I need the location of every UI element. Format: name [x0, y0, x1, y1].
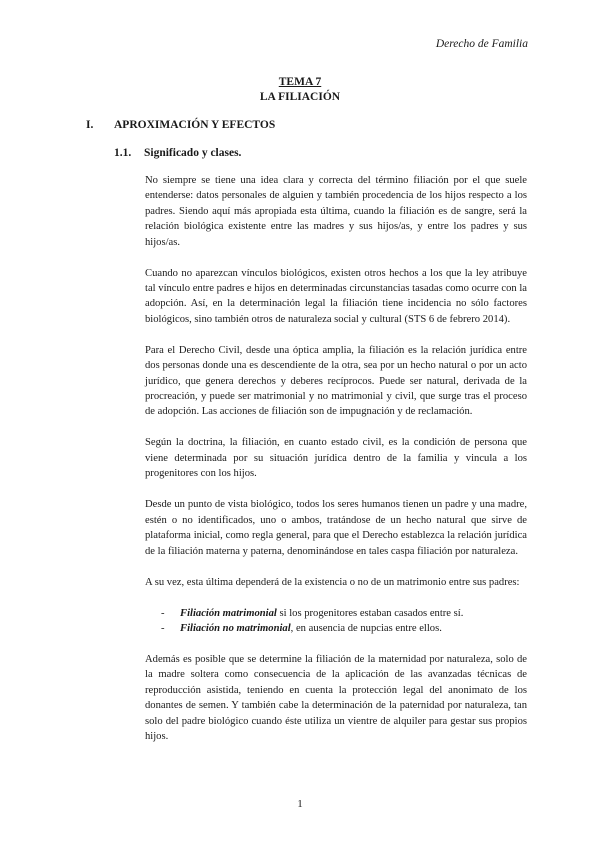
list-term: Filiación no matrimonial — [180, 622, 291, 634]
running-header: Derecho de Familia — [435, 38, 528, 50]
body-text — [145, 173, 527, 760]
list-item — [145, 606, 527, 621]
list-dash: - — [161, 607, 165, 619]
subsection-number: 1.1. — [114, 147, 132, 159]
paragraph: Desde un punto de vista biológico, todos los seres humanos tienen un padre y una madre, estén o no identificados, uno o ambos, tratándose de un hecho natural que sirve de plataforma inicial, como regla general, para que el Derecho establezca la relación jurídica de la filiación materna y paterna, denominándose en tales caspa filiación por naturaleza. — [145, 499, 527, 557]
list-text: si los progenitores estaban casados entre sí. — [276, 607, 464, 619]
filiation-types-list — [145, 606, 527, 637]
paragraph: A su vez, esta última dependerá de la existencia o no de un matrimonio entre sus padres: — [145, 576, 520, 588]
topic-number: TEMA 7 — [278, 76, 322, 88]
section-number: I. — [86, 119, 94, 131]
paragraph: Según la doctrina, la filiación, en cuanto estado civil, es la condición de persona que viene determinada por su situación jurídica dentro de la familia y vincula a los progenitores con los hijos. — [145, 437, 527, 480]
paragraph: Además es posible que se determine la filiación de la maternidad por naturaleza, solo de la madre soltera como consecuencia de la aplicación de las avanzadas técnicas de reproducción asistida, teniendo en cuenta la protección legal del anonimato de los donantes de semen. Y también cabe la determinación de la paternidad por naturaleza, tan solo del padre biológico cuando éste utiliza un vientre de alquiler para gestar sus propios hijos. — [145, 653, 527, 742]
topic-title: LA FILIACIÓN — [259, 91, 341, 103]
list-dash: - — [161, 622, 165, 634]
subsection-heading — [114, 147, 241, 159]
paragraph: Cuando no aparezcan vínculos biológicos, existen otros hechos a los que la ley atribuye tal vínculo entre padres e hijos en determinadas circunstancias tasadas como ocurre con la adopción. Así, en la determinación legal la filiación tiene incidencia no sólo factores biológicos, sino también otros de naturaleza social y cultural (STS 6 de febrero 2014). — [145, 267, 527, 325]
section-heading — [86, 119, 275, 131]
section-title: APROXIMACIÓN Y EFECTOS — [114, 119, 276, 131]
paragraph: Para el Derecho Civil, desde una óptica amplia, la filiación es la relación jurídica entre dos personas donde una es descendiente de la otra, sea por un hecho natural o por un acto jurídico, que genera derechos y deberes recíprocos. Puede ser natural, derivada de la procreación, y puede ser matrimonial y no matrimonial y civil, que surge tras el proceso de adopción. Las acciones de filiación son de impugnación y de reclamación. — [145, 344, 527, 418]
list-item — [145, 621, 527, 636]
list-term: Filiación matrimonial — [180, 607, 277, 619]
title-block — [0, 75, 600, 105]
paragraph: No siempre se tiene una idea clara y correcta del término filiación por el que suele entenderse: datos personales de alguien y también procedencia de los hijos respecto a los padres. Siendo aquí más apropiada esta última, cuando la filiación es de sangre, será la relación biológica existente entre las madres y sus hijos/as, y entre los padres y sus hijos/as. — [145, 175, 527, 248]
page-number: 1 — [297, 798, 303, 810]
list-text: , en ausencia de nupcias entre ellos. — [290, 622, 442, 634]
subsection-title: Significado y clases. — [144, 147, 242, 159]
